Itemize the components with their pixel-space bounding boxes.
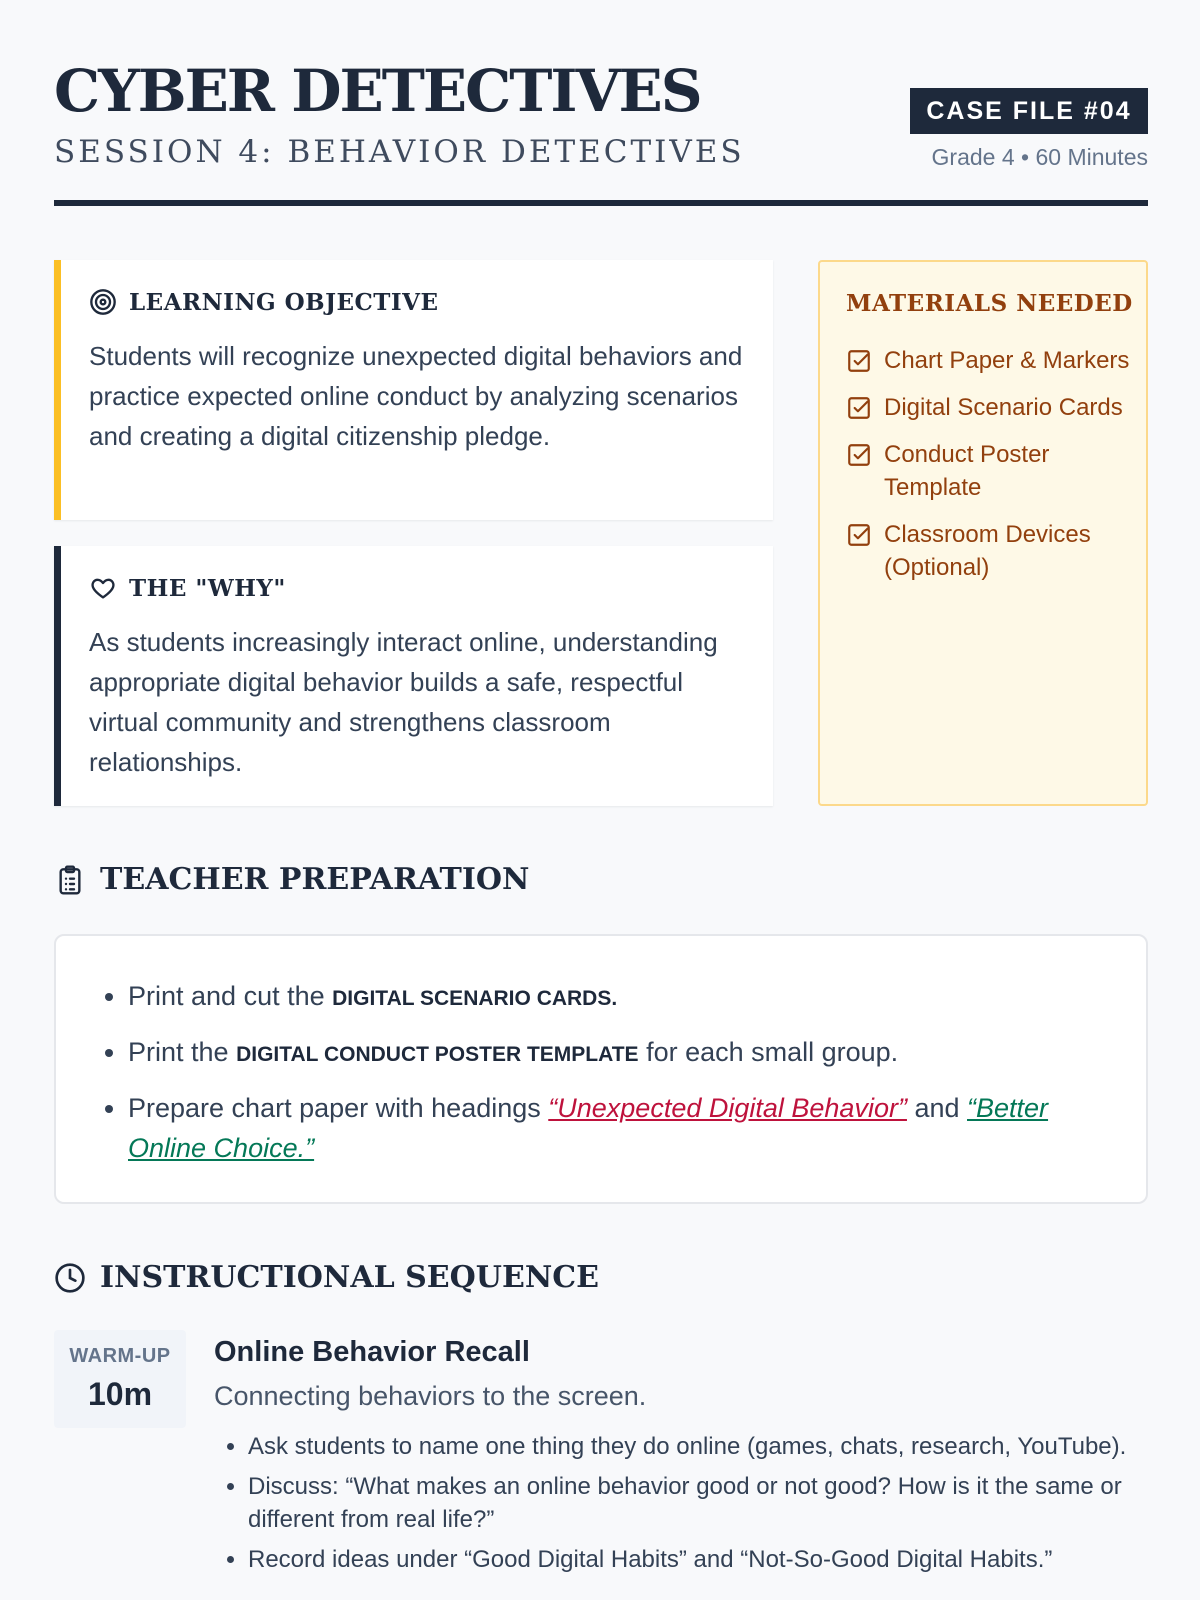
preparation-item: • Prepare chart paper with headings “Unexpected Digital Behavior” and “Better Online Choice.” bbox=[128, 1088, 1128, 1168]
why-title: THE "WHY" bbox=[129, 574, 286, 602]
teacher-preparation-title: TEACHER PREPARATION bbox=[100, 862, 530, 897]
teacher-preparation-box bbox=[54, 934, 1148, 1204]
materials-list bbox=[846, 344, 1136, 598]
grade-duration: Grade 4 • 60 Minutes bbox=[931, 144, 1148, 170]
case-file-badge: CASE FILE #04 bbox=[910, 88, 1148, 134]
phase-duration: 10m bbox=[87, 1376, 153, 1412]
learning-objective-text: Students will recognize unexpected digital behaviors and practice expected online conduct by analyzing scenarios and creating a digital citizenship pledge. bbox=[89, 341, 743, 451]
materials-panel bbox=[818, 260, 1148, 806]
materials-item: Digital Scenario Cards bbox=[846, 391, 1136, 424]
instructional-sequence-heading bbox=[54, 1260, 599, 1295]
materials-item: Conduct Poster Template bbox=[846, 438, 1136, 504]
clipboard-icon bbox=[54, 864, 86, 896]
materials-title: MATERIALS NEEDED bbox=[846, 290, 1133, 317]
activity-step: • Ask students to name one thing they do online (games, chats, research, YouTube). bbox=[248, 1430, 1148, 1463]
unexpected-behavior-heading-text: “Unexpected Digital Behavior” bbox=[548, 1093, 907, 1123]
learning-objective-card bbox=[54, 260, 773, 520]
better-choice-heading-text: “Better Online Choice.” bbox=[128, 1093, 1049, 1163]
header-divider bbox=[54, 200, 1148, 206]
activity-step: • Discuss: “What makes an online behavior good or not good? How is it the same or different from real life?” bbox=[248, 1470, 1148, 1536]
preparation-item: • Print and cut the DIGITAL SCENARIO CARDS. bbox=[128, 976, 1128, 1019]
checkbox-icon bbox=[846, 348, 872, 374]
learning-objective-title: LEARNING OBJECTIVE bbox=[129, 288, 439, 316]
why-card bbox=[54, 546, 773, 806]
warmup-time-box bbox=[54, 1330, 186, 1428]
preparation-list bbox=[128, 976, 1128, 1181]
heart-icon bbox=[89, 574, 117, 602]
session-subtitle: SESSION 4: BEHAVIOR DETECTIVES bbox=[54, 134, 745, 170]
activity-step: • Record ideas under “Good Digital Habits” and “Not-So-Good Digital Habits.” bbox=[248, 1543, 1148, 1576]
activity-subtitle: Connecting behaviors to the screen. bbox=[214, 1381, 647, 1411]
page-title: CYBER DETECTIVES bbox=[54, 57, 701, 125]
checkbox-icon bbox=[846, 395, 872, 421]
learning-objective-heading bbox=[89, 288, 439, 316]
why-text: As students increasingly interact online, understanding appropriate digital behavior builds a safe, respectful virtual community and strengthens classroom relationships. bbox=[89, 627, 718, 777]
target-icon bbox=[89, 288, 117, 316]
phase-label: WARM-UP bbox=[69, 1345, 171, 1367]
clock-icon bbox=[54, 1262, 86, 1294]
why-heading bbox=[89, 574, 286, 602]
warmup-activity bbox=[214, 1332, 1148, 1583]
materials-item: Chart Paper & Markers bbox=[846, 344, 1136, 377]
materials-item: Classroom Devices (Optional) bbox=[846, 518, 1136, 584]
activity-title: Online Behavior Recall bbox=[214, 1336, 530, 1368]
activity-steps bbox=[214, 1430, 1148, 1576]
instructional-sequence-title: INSTRUCTIONAL SEQUENCE bbox=[100, 1260, 599, 1295]
checkbox-icon bbox=[846, 442, 872, 468]
checkbox-icon bbox=[846, 522, 872, 548]
teacher-preparation-heading bbox=[54, 862, 529, 897]
header bbox=[54, 56, 1148, 206]
preparation-item: • Print the DIGITAL CONDUCT POSTER TEMPLATE for each small group. bbox=[128, 1032, 1128, 1075]
